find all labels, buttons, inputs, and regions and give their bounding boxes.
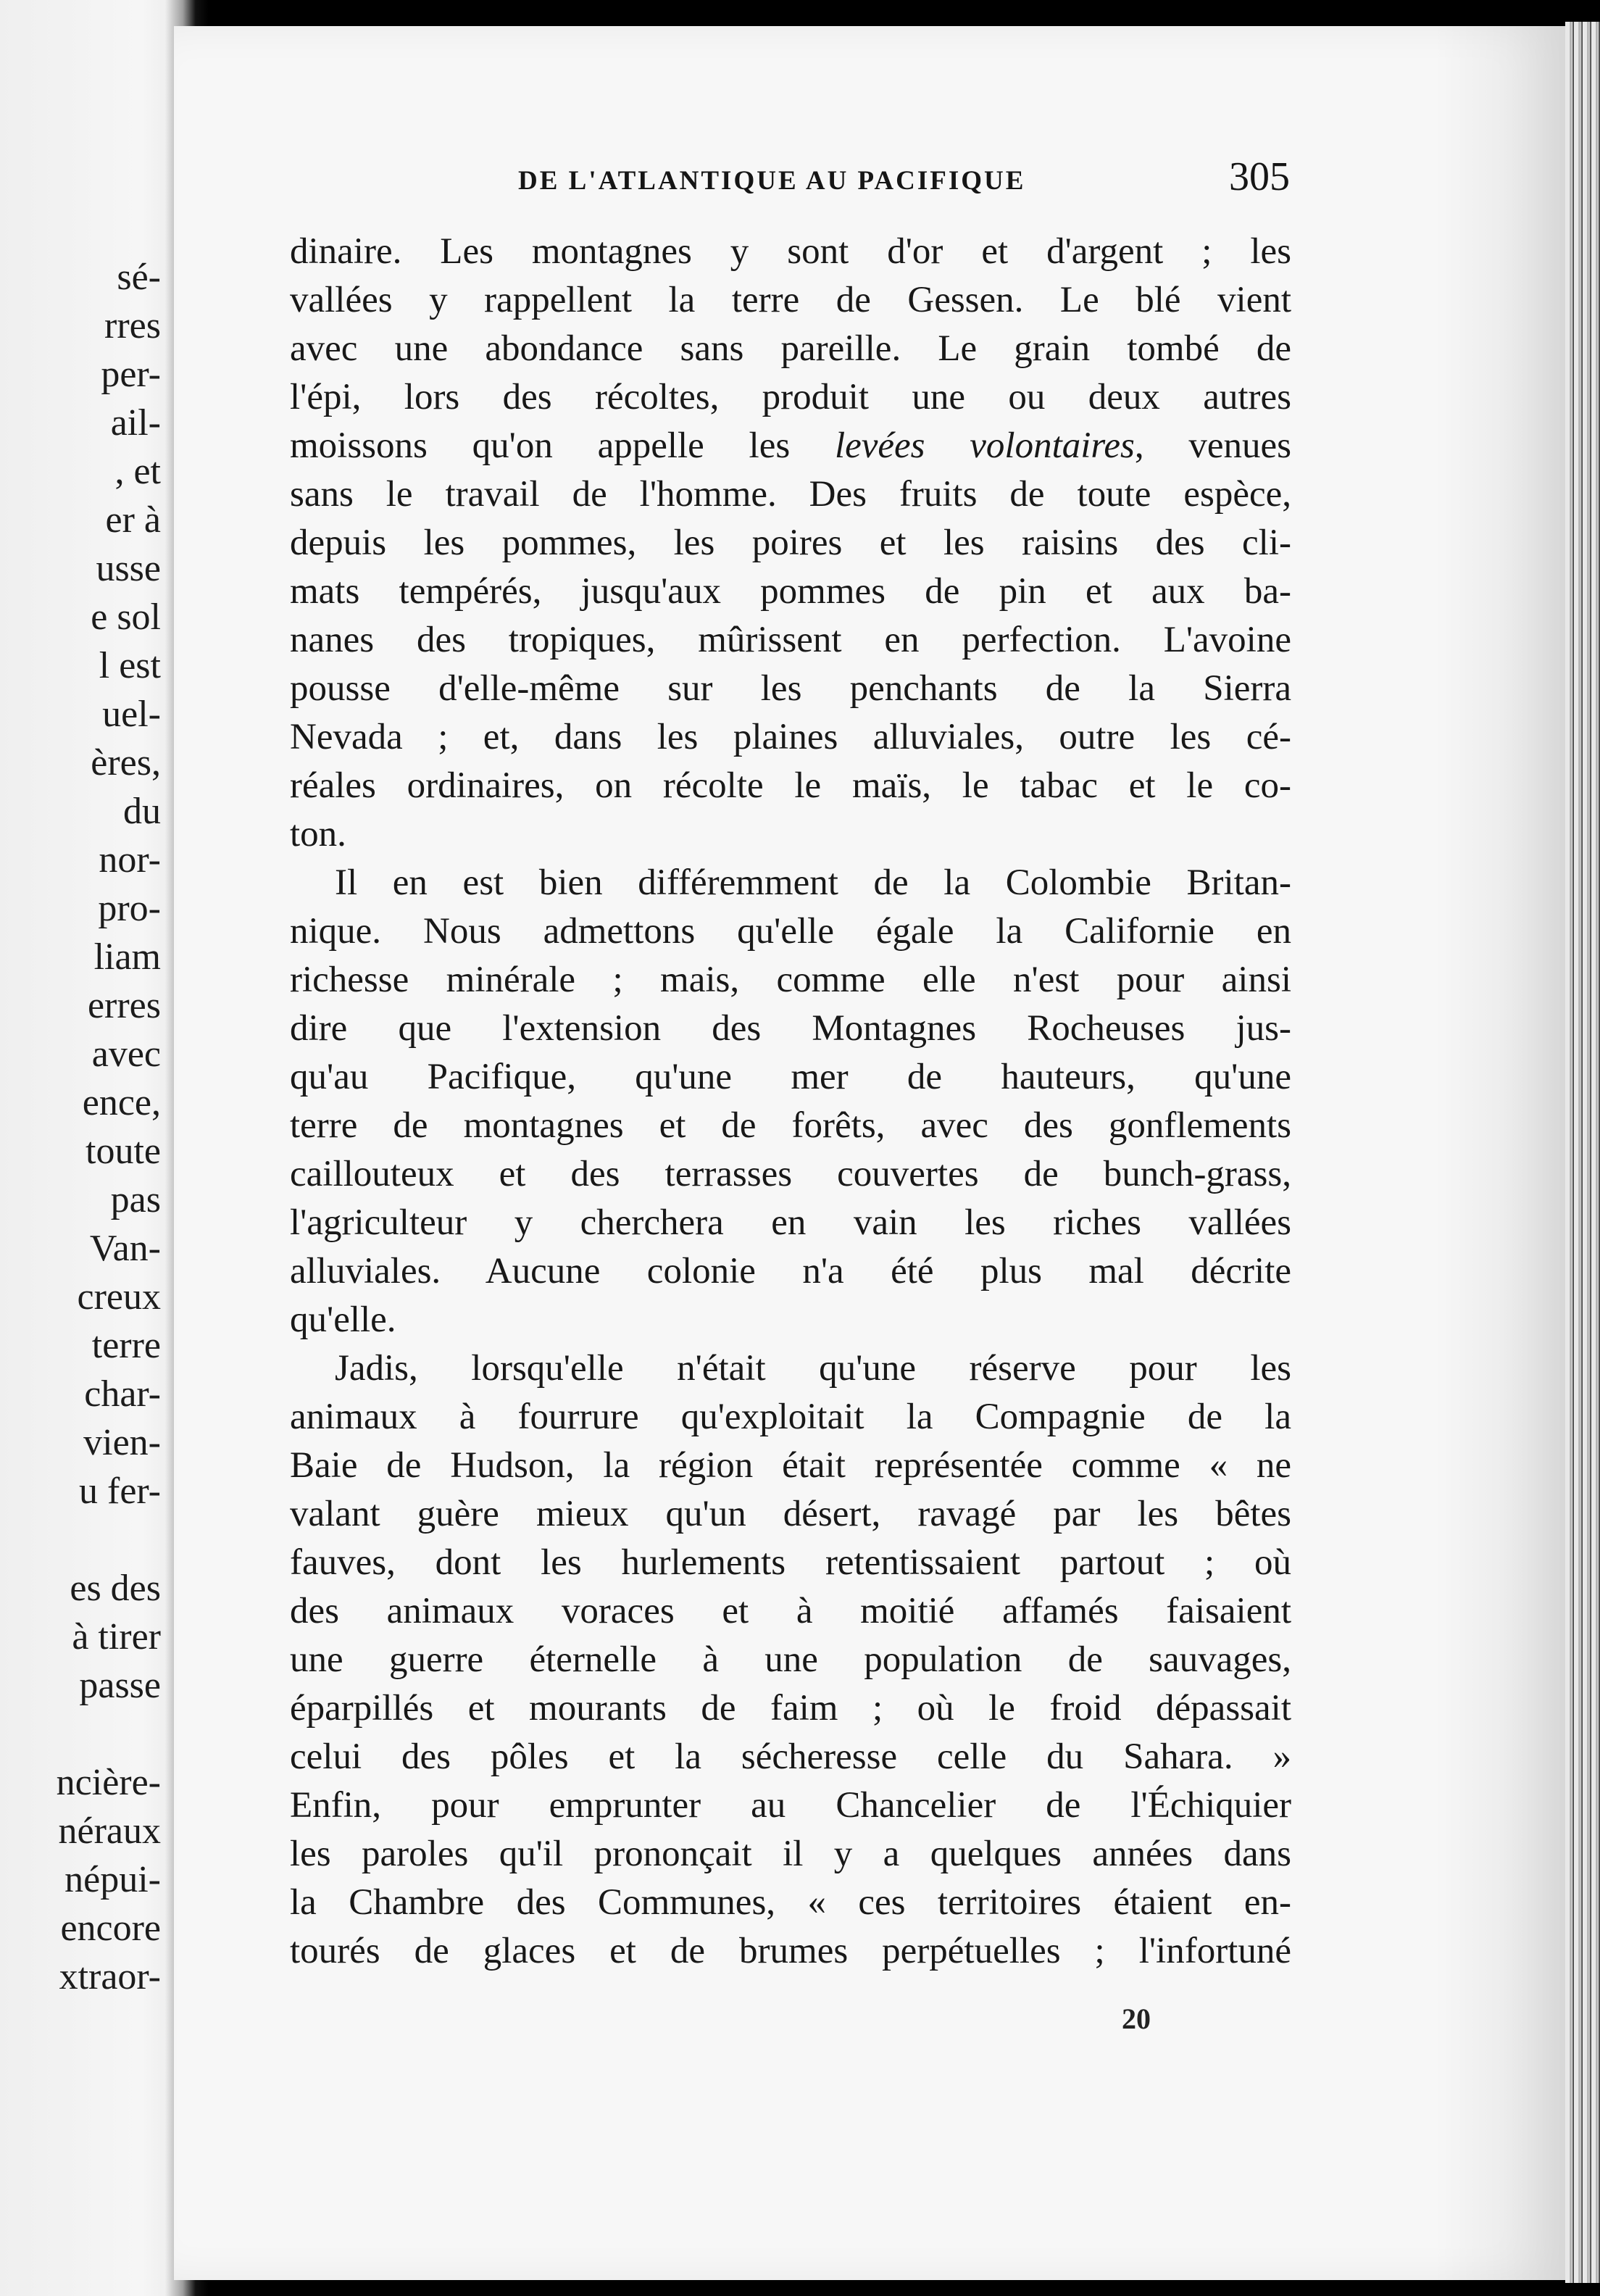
body-text bbox=[290, 228, 1291, 1976]
left-page-fragment-line: , et bbox=[114, 451, 161, 492]
left-page-fragment-line: per- bbox=[101, 354, 161, 395]
left-page-fragment-line: ères, bbox=[91, 742, 161, 783]
paragraph-start: Jadis, lorsqu'elle n'était qu'une réserve pour les bbox=[335, 1348, 1291, 1389]
text-line: depuis les pommes, les poires et les raisins des cli- bbox=[290, 523, 1291, 563]
text-line: ton. bbox=[290, 814, 346, 854]
left-page-fragment-line: e sol bbox=[91, 596, 161, 638]
text-line: avec une abondance sans pareille. Le grain tombé de bbox=[290, 328, 1291, 369]
signature-mark: 20 bbox=[1122, 2002, 1151, 2035]
left-page-fragment-line: pro- bbox=[98, 888, 161, 929]
text-line: Baie de Hudson, la région était représentée comme « ne bbox=[290, 1445, 1291, 1486]
text-line: fauves, dont les hurlements retentissaient partout ; où bbox=[290, 1542, 1291, 1583]
left-page-fragment-line: toute bbox=[86, 1131, 161, 1172]
text-line: Enfin, pour emprunter au Chancelier de l'Échiquier bbox=[290, 1785, 1291, 1826]
left-page-fragment-line: es des bbox=[70, 1568, 161, 1609]
text-line: mats tempérés, jusqu'aux pommes de pin et aux ba- bbox=[290, 571, 1291, 612]
left-page-fragment-line: l est bbox=[99, 645, 161, 686]
left-page-fragment-line: nor- bbox=[99, 839, 161, 881]
left-page-fragment-line: usse bbox=[96, 548, 161, 589]
left-page-fragment-line: du bbox=[123, 791, 161, 832]
text-line: l'agriculteur y cherchera en vain les riches vallées bbox=[290, 1202, 1291, 1243]
text-line: des animaux voraces et à moitié affamés faisaient bbox=[290, 1591, 1291, 1631]
text-line: caillouteux et des terrasses couvertes de bunch-grass, bbox=[290, 1154, 1291, 1194]
text-line: tourés de glaces et de brumes perpétuelles ; l'infortuné bbox=[290, 1931, 1291, 1971]
paragraph-start: Il en est bien différemment de la Colombie Britan- bbox=[335, 862, 1291, 903]
left-page-fragment-line: creux bbox=[77, 1276, 161, 1318]
text-line: pousse d'elle-même sur les penchants de la Sierra bbox=[290, 668, 1291, 709]
left-page-fragment-line: rres bbox=[104, 305, 161, 346]
text-line: sans le travail de l'homme. Des fruits de toute espèce, bbox=[290, 474, 1291, 515]
left-page-fragment-line: ence, bbox=[82, 1082, 161, 1123]
text-line: qu'elle. bbox=[290, 1299, 396, 1340]
left-page-fragment-line: char- bbox=[84, 1373, 161, 1415]
text-line: réales ordinaires, on récolte le maïs, le tabac et le co- bbox=[290, 765, 1291, 806]
left-page-fragment-line: ail- bbox=[110, 402, 161, 444]
text-line: qu'au Pacifique, qu'une mer de hauteurs, qu'une bbox=[290, 1057, 1291, 1097]
text-line: Nevada ; et, dans les plaines alluviales, outre les cé- bbox=[290, 717, 1291, 757]
text-line: alluviales. Aucune colonie n'a été plus mal décrite bbox=[290, 1251, 1291, 1292]
left-page-fragment-line: népui- bbox=[64, 1859, 161, 1900]
running-head: DE L'ATLANTIQUE AU PACIFIQUE bbox=[518, 166, 1026, 196]
page-number: 305 bbox=[1229, 154, 1290, 199]
text-line: les paroles qu'il prononçait il y a quelques années dans bbox=[290, 1834, 1291, 1874]
left-page-fragment-line: passe bbox=[79, 1665, 161, 1706]
left-page-fragment-line: terre bbox=[91, 1325, 161, 1366]
text-line: moissons qu'on appelle les levées volontaires, venues bbox=[290, 425, 1291, 466]
left-page-fragment-line: u fer- bbox=[79, 1471, 161, 1512]
text-line: nanes des tropiques, mûrissent en perfection. L'avoine bbox=[290, 620, 1291, 660]
left-page-fragment-line: avec bbox=[91, 1033, 161, 1075]
text-line: nique. Nous admettons qu'elle égale la Californie en bbox=[290, 911, 1291, 952]
left-page-fragment-line: xtraor- bbox=[59, 1956, 161, 1997]
left-page-fragment-line: sé- bbox=[117, 257, 161, 298]
left-page-fragment-line: ncière- bbox=[56, 1762, 161, 1803]
text-line: animaux à fourrure qu'exploitait la Compagnie de la bbox=[290, 1397, 1291, 1437]
text-line: richesse minérale ; mais, comme elle n'est pour ainsi bbox=[290, 960, 1291, 1000]
left-page-fragment-line: Van- bbox=[89, 1228, 161, 1269]
text-line: celui des pôles et la sécheresse celle du Sahara. » bbox=[290, 1736, 1291, 1777]
text-line: terre de montagnes et de forêts, avec des gonflements bbox=[290, 1105, 1291, 1146]
left-page-fragment-line: pas bbox=[110, 1179, 161, 1220]
page-edges bbox=[1565, 22, 1600, 2283]
left-page-fragment-line: néraux bbox=[58, 1810, 161, 1852]
left-page-fragment-line: er à bbox=[105, 499, 161, 541]
text-line: vallées y rappellent la terre de Gessen. Le blé vient bbox=[290, 280, 1291, 320]
text-line: dire que l'extension des Montagnes Rocheuses jus- bbox=[290, 1008, 1291, 1049]
text-line: une guerre éternelle à une population de sauvages, bbox=[290, 1639, 1291, 1680]
text-line: dinaire. Les montagnes y sont d'or et d'argent ; les bbox=[290, 231, 1291, 272]
left-page-fragment-line: à tirer bbox=[72, 1616, 161, 1657]
left-page-fragment-line: liam bbox=[93, 936, 161, 978]
left-page-fragment-line: uel- bbox=[102, 694, 161, 735]
text-line: la Chambre des Communes, « ces territoires étaient en- bbox=[290, 1882, 1291, 1923]
left-page-fragment-line: encore bbox=[60, 1908, 161, 1949]
text-line: éparpillés et mourants de faim ; où le froid dépassait bbox=[290, 1688, 1291, 1729]
left-page-fragment-line: vien- bbox=[83, 1422, 161, 1463]
left-page-fragment-line: erres bbox=[87, 985, 161, 1026]
text-line: valant guère mieux qu'un désert, ravagé par les bêtes bbox=[290, 1494, 1291, 1534]
text-line: l'épi, lors des récoltes, produit une ou deux autres bbox=[290, 377, 1291, 417]
